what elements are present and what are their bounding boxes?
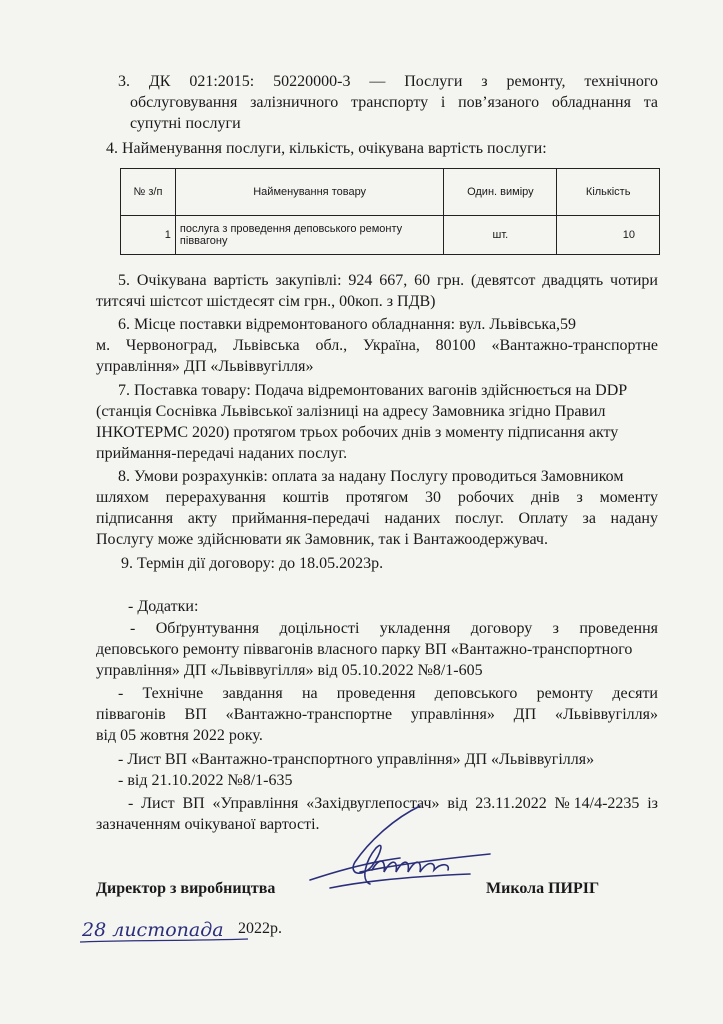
col-header-name: Найменування товару	[175, 169, 443, 216]
item-5-line-1: 5. Очікувана вартість закупівлі: 924 667, 60 грн. (девятсот двадцять чотири	[118, 272, 658, 289]
cell-num: 1	[121, 216, 176, 255]
attachment-2-line-2: піввагонів ВП «Вантажно-транспортне управління» ДП «Львіввугілля»	[96, 706, 658, 723]
attachment-3-line-1: - Лист ВП «Вантажно-транспортного управління» ДП «Львіввугілля»	[118, 751, 595, 768]
item-7-line-1: 7. Поставка товару: Подача відремонтованих вагонів здійснюється на DDP	[118, 382, 628, 399]
item-6-line-2: м. Червоноград, Львівська обл., Україна, 80100 «Вантажно-транспортне	[96, 337, 658, 354]
attachments-title: - Додатки:	[128, 598, 199, 615]
table-header-row	[121, 169, 660, 216]
signatory-position: Директор з виробництва	[96, 880, 276, 897]
handwritten-date-text: 28 листопада	[82, 919, 224, 941]
cell-name: послуга з проведення деповського ремонту піввагону	[175, 216, 443, 255]
item-8-line-1: 8. Умови розрахунків: оплата за надану Послугу проводиться Замовником	[118, 468, 624, 485]
item-6-line-3: управління» ДП «Львіввугілля»	[96, 358, 314, 375]
goods-table	[120, 168, 660, 255]
item-3-line-2: обслуговування залізничного транспорту і пов’язаного обладнання та	[130, 94, 658, 111]
item-7-line-2: (станція Соснівка Львівської залізниці на адресу Замовника згідно Правил	[96, 403, 606, 420]
attachment-4-line-1: - Лист ВП «Управління «Західвуглепостач» від 23.11.2022 №14/4-2235 із	[128, 795, 658, 812]
attachment-3-line-2: - від 21.10.2022 №8/1-635	[118, 772, 293, 789]
item-7-line-4: приймання-передачі наданих послуг.	[96, 445, 348, 462]
date-year: 2022р.	[238, 920, 282, 937]
item-4: 4. Найменування послуги, кількість, очікувана вартість послуги:	[106, 140, 547, 157]
item-7-line-3: ІНКОТЕРМС 2020) протягом трьох робочих днів з моменту підписання акту	[96, 424, 619, 441]
cell-unit: шт.	[444, 216, 557, 255]
item-3-line-1: 3. ДК 021:2015: 50220000-3 — Послуги з ремонту, технічного	[118, 73, 658, 90]
cell-qty: 10	[557, 216, 660, 255]
signatory-name: Микола ПИРІГ	[486, 880, 600, 897]
attachment-2-line-1: - Технічне завдання на проведення деповського ремонту десяти	[118, 685, 658, 702]
col-header-qty: Кількість	[557, 169, 660, 216]
item-3-line-3: супутні послуги	[130, 115, 241, 132]
table-row	[121, 216, 660, 255]
col-header-num: № з/п	[121, 169, 176, 216]
item-8-line-2: шляхом перерахування коштів протягом 30 робочих днів з моменту	[96, 489, 658, 506]
item-6-line-1: 6. Місце поставки відремонтованого обладнання: вул. Львівська,59	[118, 316, 577, 333]
attachment-1-line-1: - Обґрунтування доцільності укладення договору з проведення	[130, 620, 658, 637]
item-8-line-3: підписання акту приймання-передачі наданих послуг. Оплату за надану	[96, 510, 658, 527]
attachment-2-line-3: від 05 жовтня 2022 року.	[96, 727, 263, 744]
item-8-line-4: Послугу може здійснювати як Замовник, так і Вантажоодержувач.	[96, 531, 548, 548]
attachment-1-line-3: управління» ДП «Львіввугілля» від 05.10.2022 №8/1-605	[96, 662, 483, 679]
item-9: 9. Термін дії договору: до 18.05.2023р.	[121, 555, 384, 572]
handwritten-date	[78, 910, 258, 950]
item-5-line-2: титсячі шістсот шістдесят сім грн., 00коп. з ПДВ)	[96, 293, 436, 310]
signature-image	[300, 800, 500, 895]
attachment-1-line-2: деповського ремонту піввагонів власного парку ВП «Вантажно-транспортного	[96, 641, 633, 658]
attachment-4-line-2: зазначенням очікуваної вартості.	[96, 816, 320, 833]
col-header-unit: Один. виміру	[444, 169, 557, 216]
